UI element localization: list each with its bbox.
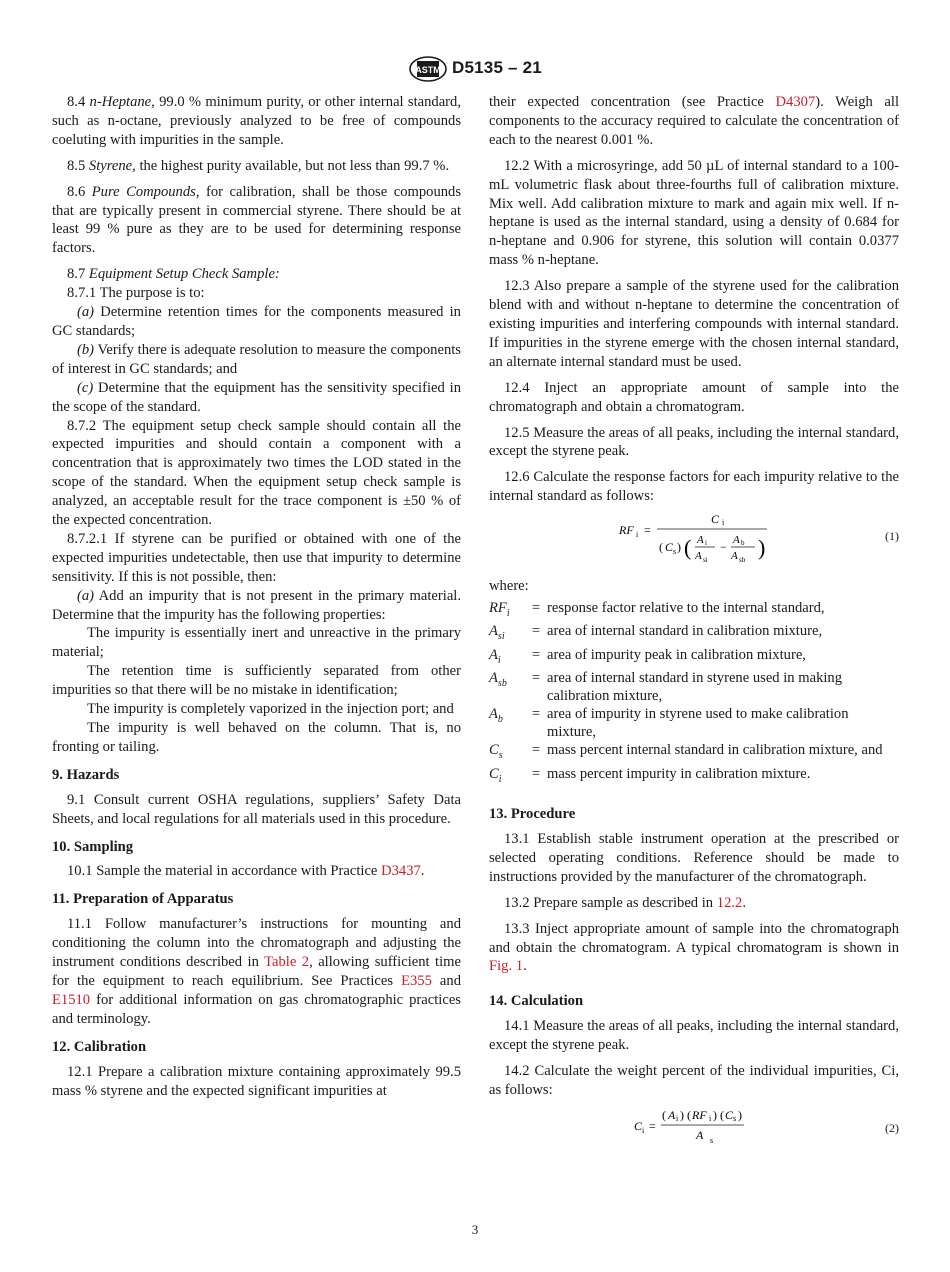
svg-text:b: b [741,539,745,548]
heading-sampling: 10. Sampling [52,838,134,855]
definition-equals: = [531,646,541,663]
section-12-5: 12.5 Measure the areas of all peaks, including the internal standard, except the styrene peak. [489,424,899,460]
definition-text: area of internal standard in calibration mixture, [547,623,823,640]
svg-text:(: ( [659,540,663,555]
svg-text:A: A [731,550,738,563]
svg-text:(: ( [720,1107,724,1122]
heading-calibration: 12. Calibration [52,1038,147,1055]
svg-text:RF: RF [692,1107,707,1122]
section-9-1: 9.1 Consult current OSHA regulations, suppliers’ Safety Data Sheets, and local regulations for all materials used in this procedure. [52,791,461,827]
svg-text:): ) [758,535,766,561]
page-number: 3 [471,1222,479,1237]
svg-text:A: A [733,534,740,547]
svg-text:(: ( [687,1107,691,1122]
section-13-2: 13.2 Prepare sample as described in 12.2. [504,894,746,911]
definition-row [489,600,899,623]
svg-text:i: i [676,1113,679,1123]
definition-text: mass percent impurity in calibration mixture. [547,765,811,782]
document-designation: D5135 – 21 [452,58,542,77]
definition-row [489,623,899,646]
svg-text:C: C [725,1107,734,1122]
property-1: The impurity is essentially inert and unreactive in the primary material; [52,625,461,661]
section-8-7-1: 8.7.1 The purpose is to: [67,285,205,302]
svg-text:=: = [644,523,651,538]
definition-symbol: $A_i$ [489,646,501,666]
definition-symbol: $C_i$ [489,765,502,785]
svg-text:C: C [710,513,720,527]
link-d4307[interactable]: D4307 [775,94,816,110]
svg-text:s: s [710,1135,714,1145]
svg-text:si: si [703,556,708,565]
definition-equals: = [531,706,541,723]
definition-equals: = [531,670,541,687]
section-13-3: 13.3 Inject appropriate amount of sample into the chromatograph and obtain the chromatogram. A typical chromatogram is shown in Fig. 1. [489,920,899,975]
link-e355[interactable]: E355 [401,972,432,989]
svg-text:): ) [738,1107,742,1122]
property-2: The retention time is sufficiently separated from other impurities so that there will be no mistake in identification; [52,663,461,699]
section-12-1-continued: their expected concentration (see Practice D4307). Weigh all components to the accuracy required to calculate the concentration of each to the nearest 0.001 %. [489,94,900,148]
definition-row [489,647,899,670]
link-e1510[interactable]: E1510 [52,991,91,1008]
section-8-7: 8.7 Equipment Setup Check Sample: [67,266,280,283]
section-14-2: 14.2 Calculate the weight percent of the individual impurities, Ci, as follows: [489,1063,899,1098]
svg-text:A: A [668,1107,676,1122]
definition-text: response factor relative to the internal standard, [547,600,825,617]
section-8-7-1-a: (a) Determine retention times for the components measured in GC standards; [52,304,461,339]
equation-1-number: (1) [885,529,899,544]
section-8-4: 8.4 n-Heptane, 99.0 % minimum purity, or other internal standard, such as n-octane, previously analyzed to be free of compounds coeluting with impurities in the sample. [52,94,461,148]
section-8-7-1-b: (b) Verify there is adequate resolution to measure the components of interest in GC standards; and [52,341,461,377]
section-8-7-2: 8.7.2 The equipment setup check sample should contain all the expected impurities and should contain a component with a concentration that is approximately two times the LOD stated in the scope of the standard. When the equipment setup check sample is analyzed, an acceptable result for the trace component is ±50 % of the expected concentration. [52,417,461,529]
link-table-2[interactable]: Table 2 [264,954,310,971]
definition-text: area of impurity in styrene used to make calibration mixture, [547,706,849,740]
svg-text:i: i [636,530,639,540]
left-column [52,93,461,1107]
section-13-1: 13.1 Establish stable instrument operation at the prescribed or selected operating conditions. Reference should be made to instructions provided by the manufacturer of the chromatograph. [489,830,899,885]
svg-text:i: i [642,1125,645,1135]
equation-1-formula [619,513,799,567]
link-12-2[interactable]: 12.2 [716,894,743,911]
svg-text:(: ( [662,1107,666,1122]
heading-hazards: 9. Hazards [52,766,120,783]
definition-text: area of internal standard in styrene used in making calibration mixture, [547,670,843,704]
svg-text:A: A [695,550,702,563]
svg-text:i: i [705,539,707,548]
section-8-7-2-1: 8.7.2.1 If styrene can be purified or obtained with one of the expected impurities undetectable, then use that impurity to determine sensitivity. If this is not possible, then: [52,530,461,585]
definition-row [489,742,899,765]
svg-text:=: = [649,1118,656,1133]
svg-text:A: A [697,534,704,547]
svg-text:i: i [722,518,725,528]
svg-text:i: i [709,1113,712,1123]
svg-text:): ) [713,1107,717,1122]
right-column [489,93,899,1159]
definition-text: area of impurity peak in calibration mixture, [547,646,806,663]
section-8-7-2-1-a: (a) Add an impurity that is not present in the primary material. Determine that the impurity has the following properties: [52,587,461,623]
definition-symbol: $A_b$ [489,706,503,726]
svg-text:RF: RF [619,523,634,538]
section-12-4: 12.4 Inject an appropriate amount of sample into the chromatograph and obtain a chromatogram. [489,379,899,415]
link-fig-1[interactable]: Fig. 1 [489,958,524,975]
section-12-6: 12.6 Calculate the response factors for each impurity relative to the internal standard as follows: [489,469,899,505]
property-3: The impurity is completely vaporized in the injection port; and [87,701,454,718]
definition-row [489,706,899,742]
equation-1 [489,513,899,567]
equation-2-number: (2) [885,1120,899,1135]
section-8-5: 8.5 Styrene, the highest purity available, but not less than 99.7 %. [67,157,450,174]
link-d3437[interactable]: D3437 [381,863,421,880]
definition-symbol: $A_{sb}$ [489,670,507,690]
section-11-1: 11.1 Follow manufacturer’s instructions for mounting and conditioning the column into the chromatograph and adjusting the instrument conditions described in Table 2, allowing sufficient time for the equipment to reach equilibrium. See Practices E355 and E1510 for additional information on gas chromatographic practices and terminology. [52,916,461,1027]
variable-definitions [489,600,899,789]
svg-text:): ) [680,1107,684,1122]
section-8-7-1-c: (c) Determine that the equipment has the sensitivity specified in the scope of the standard. [52,379,461,415]
heading-procedure: 13. Procedure [489,806,576,823]
heading-calculation: 14. Calculation [489,993,584,1010]
svg-text:ASTM: ASTM [415,65,441,75]
equation-2 [489,1107,899,1149]
where-label: where: [489,578,529,595]
svg-text:s: s [673,547,677,557]
definition-symbol: $C_s$ [489,742,503,762]
definition-equals: = [531,765,541,782]
svg-text:s: s [733,1113,737,1123]
definition-text: mass percent internal standard in calibration mixture, and [547,742,883,759]
section-12-1: 12.1 Prepare a calibration mixture containing approximately 99.5 mass % styrene and the expected significant impurities at [52,1063,461,1099]
definition-equals: = [531,742,541,759]
section-14-1: 14.1 Measure the areas of all peaks, including the internal standard, except the styrene peak. [489,1018,899,1054]
svg-text:C: C [665,540,674,555]
definition-symbol: $A_{si}$ [489,623,505,643]
astm-logo-icon [408,56,448,82]
property-4: The impurity is well behaved on the column. That is, no fronting or tailing. [52,720,461,755]
definition-row [489,670,899,706]
definition-equals: = [531,600,541,617]
svg-text:−: − [720,540,727,555]
svg-text:A: A [696,1127,704,1142]
definition-symbol: $RF_i$ [489,600,510,619]
section-12-3: 12.3 Also prepare a sample of the styrene used for the calibration blend with and without n-heptane to determine the concentration of existing impurities and interfering compounds with internal standard. If impurities in the styrene emerge with the chosen internal standard, an alternate internal standard must be used. [489,278,899,370]
heading-preparation-of-apparatus: 11. Preparation of Apparatus [52,891,234,908]
page-header [0,56,950,86]
section-8-6: 8.6 Pure Compounds, for calibration, shall be those compounds that are typically present in commercial styrene. There should be at least 99 % pure as they are to be used for determining response factors. [52,183,462,257]
svg-text:): ) [677,540,681,555]
svg-text:C: C [634,1118,643,1133]
section-10-1: 10.1 Sample the material in accordance with Practice D3437. [67,863,425,880]
definition-equals: = [531,623,541,640]
svg-text:sb: sb [739,556,746,565]
equation-2-formula [634,1107,774,1149]
svg-text:(: ( [684,535,692,561]
definition-row [489,766,899,789]
section-12-2: 12.2 With a microsyringe, add 50 µL of internal standard to a 100-mL volumetric flask about three-fourths full of calibration mixture. Mix well. Add calibration mixture to mark and again mix well. If n-heptane is used as the internal standard, using a density of 0.684 for n-heptane and 0.906 for styrene, this solution will contain 0.0377 mass % n-heptane. [489,157,899,269]
